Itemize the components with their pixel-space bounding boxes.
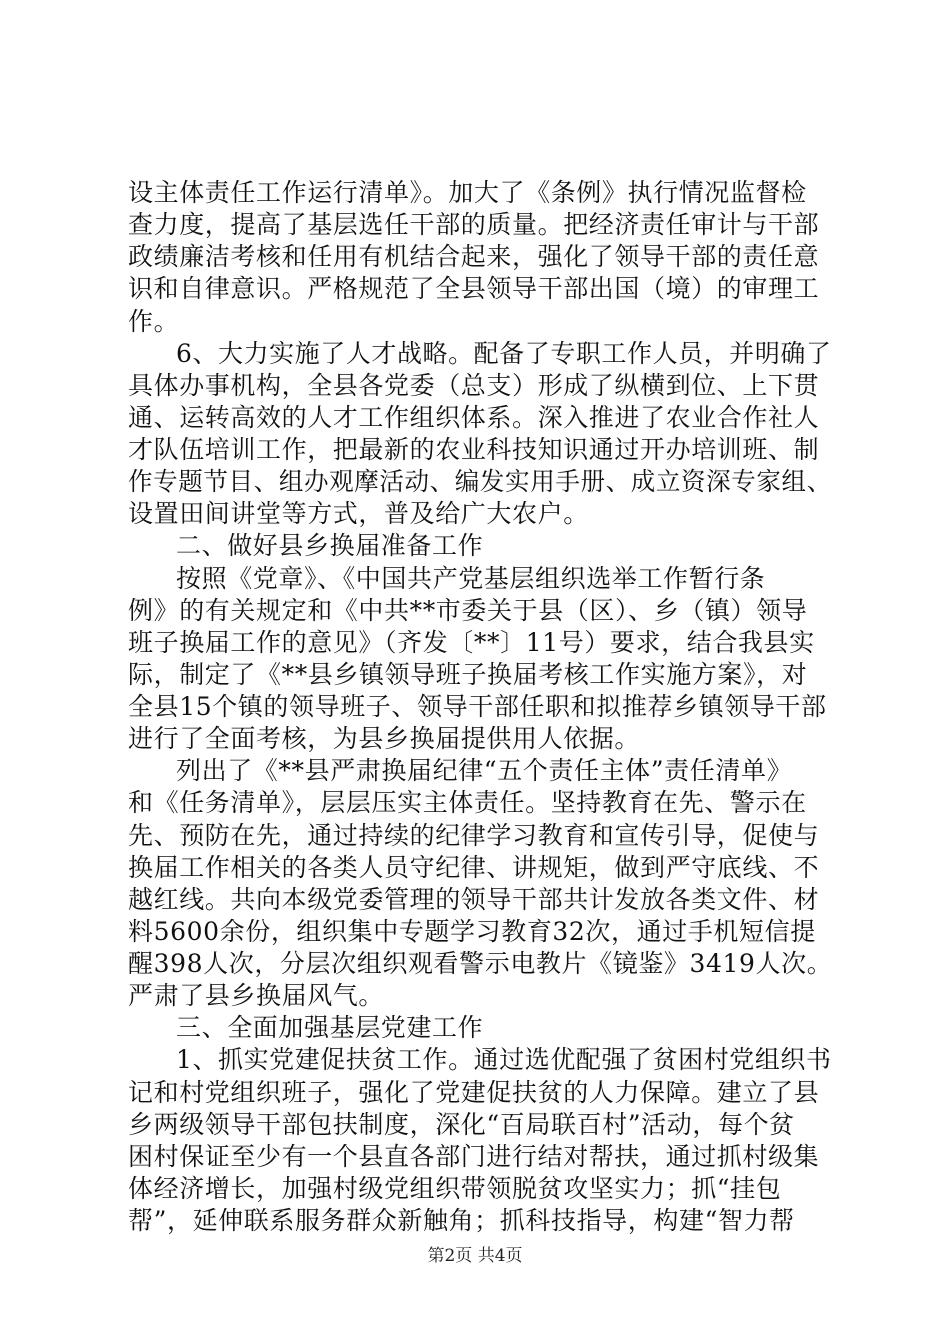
text-line: 才队伍培训工作，把最新的农业科技知识通过开办培训班、制	[128, 435, 820, 464]
text-line: 班子换届工作的意见》（齐发〔**〕11号）要求，结合我县实	[128, 628, 815, 657]
text-line: 和《任务清单》，层层压实主体责任。坚持教育在先、警示在	[128, 788, 807, 817]
text-line: 醒398人次，分层次组织观看警示电教片《镜鉴》3419人次。	[128, 949, 833, 978]
text-line: 1、抓实党建促扶贫工作。通过选优配强了贫困村党组织书	[176, 1045, 832, 1074]
text-line: 通、运转高效的人才工作组织体系。深入推进了农业合作社人	[128, 403, 820, 432]
text-line: 6、大力实施了人才战略。配备了专职工作人员，并明确了	[176, 339, 832, 368]
text-line: 乡两级领导干部包扶制度，深化“百局联百村”活动，每个贫	[128, 1110, 795, 1139]
text-line: 政绩廉洁考核和任用有机结合起来，强化了领导干部的责任意	[128, 242, 820, 271]
text-line: 先、预防在先，通过持续的纪律学习教育和宣传引导，促使与	[128, 821, 820, 850]
page-number-footer: 第2页 共4页	[427, 1246, 523, 1266]
section-heading: 三、全面加强基层党建工作	[176, 1013, 484, 1042]
text-line: 严肃了县乡换届风气。	[128, 981, 385, 1010]
text-line: 际，制定了《**县乡镇领导班子换届考核工作实施方案》，对	[128, 660, 808, 689]
text-line: 例》的有关规定和《中共**市委关于县（区）、乡（镇）领导	[128, 596, 808, 625]
text-line: 作专题节目、组办观摩活动、编发实用手册、成立资深专家组、	[128, 467, 832, 496]
text-line: 设主体责任工作运行清单》。加大了《条例》执行情况监督检	[128, 178, 807, 207]
text-line: 作。	[128, 307, 180, 336]
text-line: 体经济增长，加强村级党组织带领脱贫攻坚实力；抓“挂包	[128, 1174, 782, 1203]
text-line: 全县15个镇的领导班子、领导干部任职和拟推荐乡镇领导干部	[128, 692, 827, 721]
text-line: 进行了全面考核，为县乡换届提供用人依据。	[128, 724, 641, 753]
text-line: 按照《党章》、《中国共产党基层组织选举工作暂行条	[176, 564, 766, 593]
text-line: 具体办事机构，全县各党委（总支）形成了纵横到位、上下贯	[128, 371, 820, 400]
section-heading: 二、做好县乡换届准备工作	[176, 531, 484, 560]
text-line: 料5600余份，组织集中专题学习教育32次，通过手机短信提	[128, 917, 816, 946]
text-line: 查力度，提高了基层选任干部的质量。把经济责任审计与干部	[128, 210, 820, 239]
text-line: 识和自律意识。严格规范了全县领导干部出国（境）的审理工	[128, 274, 820, 303]
text-line: 列出了《**县严肃换届纪律“五个责任主体”责任清单》	[176, 756, 793, 785]
text-line: 越红线。共向本级党委管理的领导干部共计发放各类文件、材	[128, 885, 820, 914]
text-line: 换届工作相关的各类人员守纪律、讲规矩，做到严守底线、不	[128, 853, 820, 882]
text-line: 设置田间讲堂等方式，普及给广大农户。	[128, 499, 589, 528]
text-line: 记和村党组织班子，强化了党建促扶贫的人力保障。建立了县	[128, 1078, 820, 1107]
text-line: 困村保证至少有一个县直各部门进行结对帮扶，通过抓村级集	[128, 1142, 820, 1171]
text-line: 帮”，延伸联系服务群众新触角；抓科技指导，构建“智力帮	[128, 1206, 795, 1235]
